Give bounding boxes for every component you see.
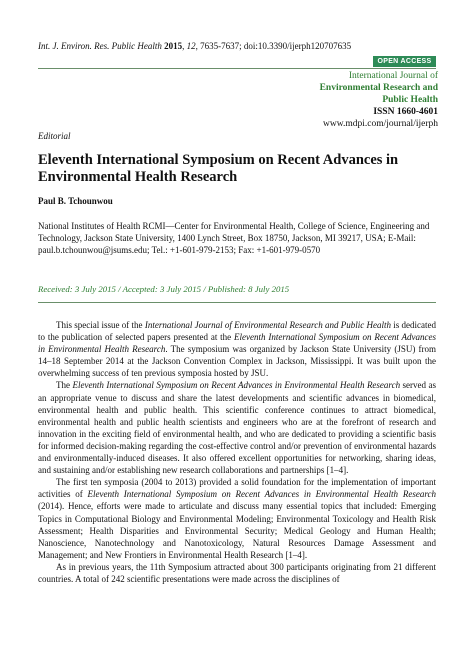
paragraph-2	[38, 379, 436, 476]
journal-name-line-1: International Journal of	[348, 71, 438, 81]
p1-text-e: . The symposium was organized by Jackson State University (JSU) from 14–18 September 2014 at the Jackson Convention Complex in Jackson, Mississippi. It was built upon the overwhelming success of ten previous symposia hosted by JSU.	[38, 344, 436, 379]
paragraph-1	[38, 319, 436, 379]
p2-symposium-italic: Eleventh International Symposium on Recent Advances in Environmental Health Research	[72, 380, 401, 391]
issn: ISSN 1660-4601	[373, 107, 438, 117]
p1-symposium-italic: Eleventh International Symposium on Recent Advances in Environmental Health Research	[38, 332, 437, 355]
p1-text-c: is dedicated to the publication of selected papers presented at the	[38, 320, 437, 343]
open-access-badge: OPEN ACCESS	[373, 56, 436, 67]
paragraph-4: As in previous years, the 11th Symposium attracted about 300 participants originating from 21 different countries. A total of 242 scientific presentations were made across the disciplines of	[38, 561, 436, 584]
citation-journal: Int. J. Environ. Res. Public Health	[38, 41, 162, 51]
p2-text-a: The	[56, 380, 73, 391]
journal-name-line-3: Public Health	[382, 95, 438, 105]
citation-volume: 12	[186, 41, 196, 51]
p1-text-a: This special issue of the	[56, 320, 145, 330]
citation-line: Int. J. Environ. Res. Public Health 2015, 12, 7635-7637; doi:10.3390/ijerph120707635	[38, 41, 352, 51]
article-title: Eleventh International Symposium on Recent Advances in Environmental Health Research	[38, 152, 399, 185]
p1-journal-italic: International Journal of Environmental Research and Public Health	[144, 320, 391, 330]
paragraph-3	[38, 476, 436, 561]
publication-dates: Received: 3 July 2015 / Accepted: 3 July 2015 / Published: 8 July 2015	[38, 284, 290, 294]
header-rule	[38, 68, 436, 69]
author-name: Paul B. Tchounwou	[38, 196, 113, 206]
citation-year: 2015	[164, 41, 183, 51]
p2-text-c: served as an appropriate venue to discuss and share the latest developments and scientific advances in biomedical, environmental health and public health. This scientific conference continues to attract biomedical, environmental health and public health scientists and engineers who are at the forefront of research and innovation in the exciting field of environmental health, and who are dedicated to providing a scientific basis for informed decision-making regarding the cost-effective control and/or prevention of environmental hazards and environmentally-induced diseases. It also offered excellent opportunities for networking, sharing ideas, and sustaining and/or establishing new research collaborations and partnerships [1–4].	[38, 380, 436, 476]
dates-rule	[38, 302, 436, 303]
p3-text-c: (2014). Hence, efforts were made to articulate and discuss many essential topics that included: Emerging Topics in Computational Biology and Environmental Modeling; Environmental Toxicology and Health Risk Assessment; Health Disparities and Environmental Security; Medical Geology and Human Health; Nanoscience, Nanotechnology and Nanotoxicology, Natural Resources Damage Assessment and Management; and New Frontiers in Environmental Health Research [1–4].	[38, 501, 436, 560]
journal-name-line-2: Environmental Research and	[319, 83, 438, 93]
article-type: Editorial	[38, 131, 71, 141]
journal-url[interactable]: www.mdpi.com/journal/ijerph	[323, 119, 438, 129]
journal-block	[320, 70, 438, 130]
p3-symposium-italic: Eleventh International Symposium on Recent Advances in Environmental Health Research	[87, 489, 436, 500]
article-body	[38, 319, 436, 585]
author-affiliation: National Institutes of Health RCMI—Center for Environmental Health, College of Science, Engineering and Technology, Jackson State University, 1400 Lynch Street, Box 18750, Jackson, MI 39217, USA; E-Mail: paul.b.tchounwou@jsums.edu; Tel.: +1-601-979-2153; Fax: +1-601-979-0570	[38, 221, 430, 256]
citation-rest: , 7635-7637; doi:10.3390/ijerph120707635	[195, 41, 352, 51]
p3-text-a: The first ten symposia (2004 to 2013) provided a solid foundation for the implementation of important activities of	[38, 477, 436, 500]
